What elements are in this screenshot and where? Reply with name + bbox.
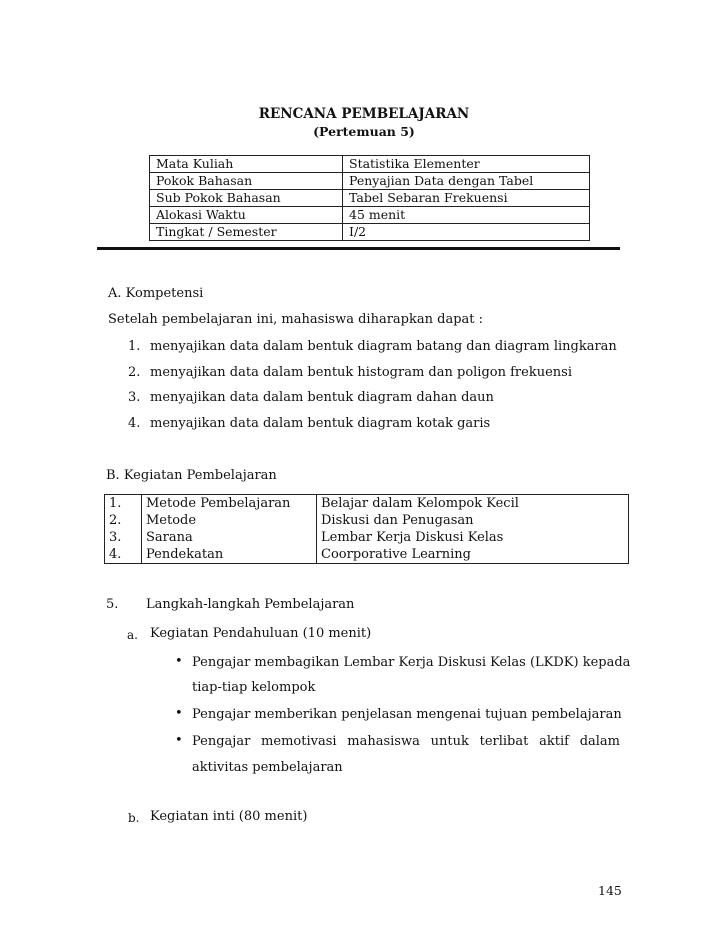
sub-label-a: a. <box>127 628 138 642</box>
info-value: 45 menit <box>343 207 590 224</box>
row-value: Lembar Kerja Diskusi Kelas <box>317 529 629 546</box>
table-row <box>150 156 590 173</box>
bullet-text <box>192 734 620 750</box>
info-value: Statistika Elementer <box>343 156 590 173</box>
table-row <box>150 224 590 241</box>
bullet-icon: • <box>175 654 183 669</box>
info-value: I/2 <box>343 224 590 241</box>
row-value: Belajar dalam Kelompok Kecil <box>317 495 629 513</box>
list-text: menyajikan data dalam bentuk diagram dahan daun <box>150 390 494 405</box>
table-row <box>150 173 590 190</box>
info-key: Tingkat / Semester <box>150 224 343 241</box>
info-value: Tabel Sebaran Frekuensi <box>343 190 590 207</box>
table-row <box>150 207 590 224</box>
bullet-text-continued: aktivitas pembelajaran <box>192 760 343 775</box>
bullet-word: aktif <box>539 734 569 749</box>
table-row <box>105 512 629 529</box>
bullet-text: Pengajar memberikan penjelasan mengenai tujuan pembelajaran <box>192 707 622 722</box>
list-number: 4. <box>128 416 141 431</box>
list-item <box>128 339 617 355</box>
document-subtitle: (Pertemuan 5) <box>313 124 415 139</box>
horizontal-divider <box>97 247 620 250</box>
table-row <box>105 546 629 564</box>
list-text: menyajikan data dalam bentuk diagram kotak garis <box>150 416 491 431</box>
kompetensi-intro: Setelah pembelajaran ini, mahasiswa diharapkan dapat : <box>108 312 484 327</box>
info-key: Alokasi Waktu <box>150 207 343 224</box>
bullet-text: Pengajar membagikan Lembar Kerja Diskusi Kelas (LKDK) kepada <box>192 655 631 670</box>
row-number: 1. <box>105 495 142 513</box>
row-number: 2. <box>105 512 142 529</box>
row-value: Coorporative Learning <box>317 546 629 564</box>
bullet-word: terlibat <box>479 734 529 749</box>
document-title: RENCANA PEMBELAJARAN <box>258 106 470 122</box>
bullet-text-continued: tiap-tiap kelompok <box>192 680 316 695</box>
list-item <box>128 390 494 406</box>
table-row <box>105 495 629 513</box>
list-number: 2. <box>128 365 141 380</box>
row-key: Metode <box>142 512 317 529</box>
bullet-icon: • <box>175 706 183 721</box>
section-heading-kegiatan: B. Kegiatan Pembelajaran <box>106 468 277 483</box>
info-key: Mata Kuliah <box>150 156 343 173</box>
info-value: Penyajian Data dengan Tabel <box>343 173 590 190</box>
sub-heading-b: Kegiatan inti (80 menit) <box>150 809 308 824</box>
page-number: 145 <box>598 883 622 898</box>
info-key: Sub Pokok Bahasan <box>150 190 343 207</box>
list-text: menyajikan data dalam bentuk diagram batang dan diagram lingkaran <box>150 339 617 354</box>
section-heading-kompetensi: A. Kompetensi <box>108 286 204 301</box>
langkah-heading: Langkah-langkah Pembelajaran <box>146 597 355 612</box>
kegiatan-table <box>104 494 629 564</box>
bullet-word: dalam <box>579 734 620 749</box>
list-number: 1. <box>128 339 141 354</box>
row-key: Sarana <box>142 529 317 546</box>
list-text: menyajikan data dalam bentuk histogram dan poligon frekuensi <box>150 365 572 380</box>
sub-label-b: b. <box>128 811 140 825</box>
info-key: Pokok Bahasan <box>150 173 343 190</box>
list-item <box>128 365 572 381</box>
bullet-word: Pengajar <box>192 734 251 749</box>
bullet-word: mahasiswa <box>347 734 420 749</box>
row-value: Diskusi dan Penugasan <box>317 512 629 529</box>
row-key: Metode Pembelajaran <box>142 495 317 513</box>
langkah-number: 5. <box>106 597 119 612</box>
list-item <box>128 416 490 432</box>
bullet-word: memotivasi <box>261 734 337 749</box>
bullet-icon: • <box>175 733 183 748</box>
row-key: Pendekatan <box>142 546 317 564</box>
course-info-table <box>149 155 590 241</box>
table-row <box>150 190 590 207</box>
table-row <box>105 529 629 546</box>
row-number: 4. <box>105 546 142 564</box>
bullet-word: untuk <box>430 734 469 749</box>
row-number: 3. <box>105 529 142 546</box>
sub-heading-a: Kegiatan Pendahuluan (10 menit) <box>150 626 372 641</box>
list-number: 3. <box>128 390 141 405</box>
